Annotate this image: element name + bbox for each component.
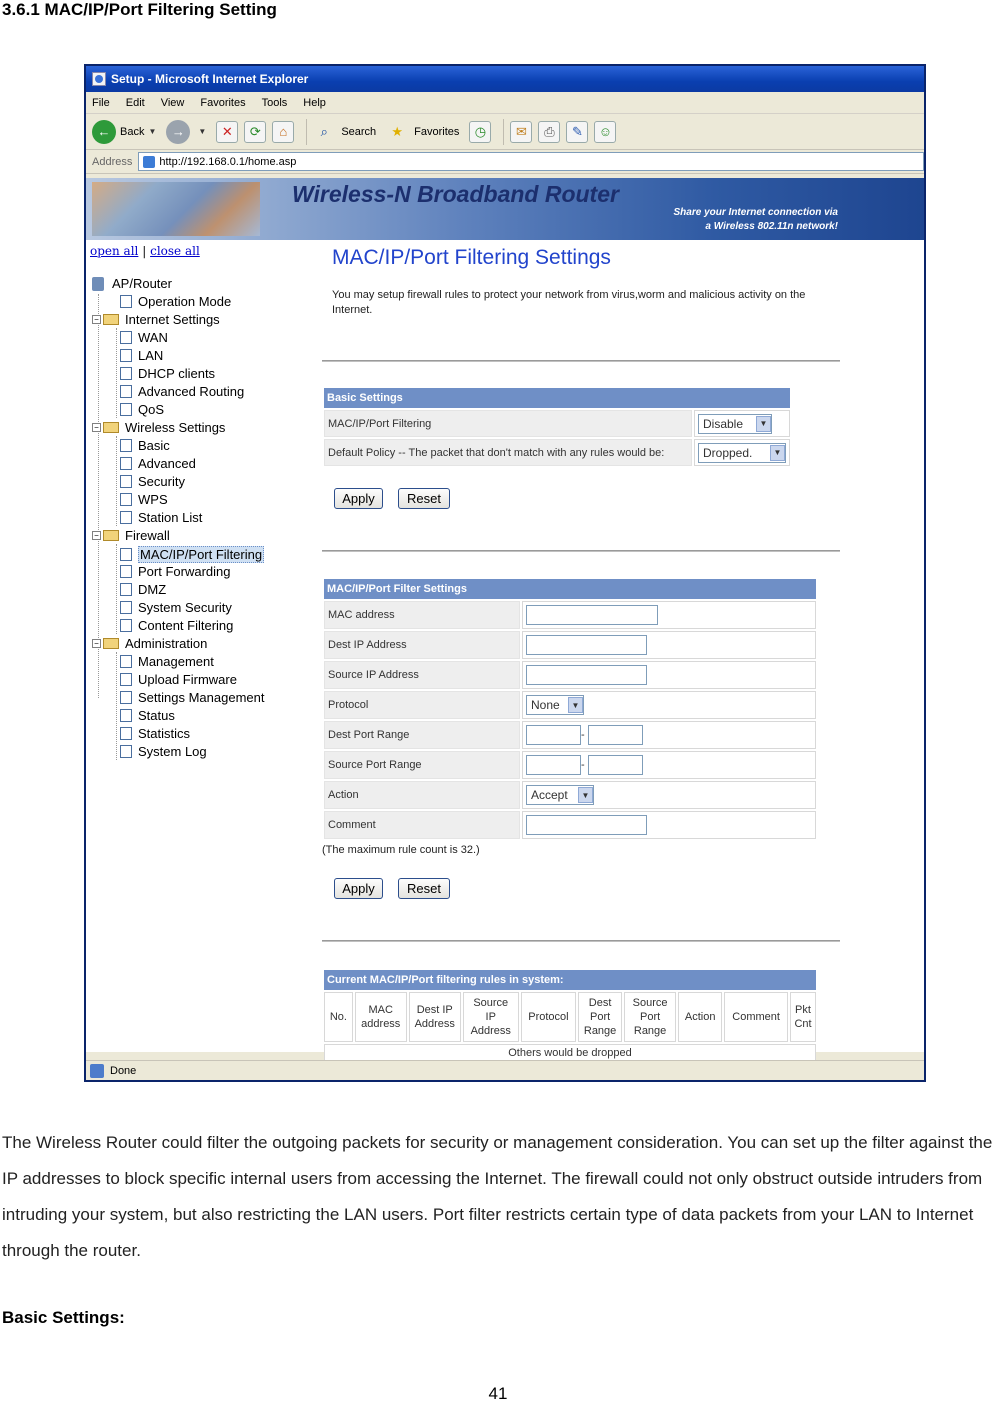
- address-url: http://192.168.0.1/home.asp: [159, 155, 297, 168]
- page-icon: [120, 565, 132, 578]
- chevron-down-icon: ▼: [578, 787, 593, 803]
- edit-icon[interactable]: ✎: [566, 121, 588, 143]
- page-content: [86, 178, 924, 1059]
- filtering-select-value: Disable: [703, 416, 744, 431]
- rules-table: [322, 968, 818, 1064]
- tree-item-upload-firmware[interactable]: [120, 672, 237, 687]
- tree-item-label: Internet Settings: [125, 312, 220, 327]
- toolbar: [86, 114, 924, 150]
- page-icon: [120, 457, 132, 470]
- divider: [322, 360, 840, 362]
- tree-item-label: System Security: [138, 600, 232, 615]
- collapse-icon[interactable]: −: [92, 639, 101, 648]
- tree-item-settings-management[interactable]: [120, 690, 264, 705]
- mail-icon[interactable]: ✉: [510, 121, 532, 143]
- search-icon: ⌕: [320, 123, 328, 139]
- address-label: Address: [92, 155, 133, 168]
- mac-cell: [522, 601, 816, 629]
- tree-item-station-list[interactable]: [120, 510, 202, 525]
- page-icon: [120, 745, 132, 758]
- banner-tagline: [674, 206, 838, 234]
- src-port-to-input[interactable]: [588, 755, 643, 775]
- tree-controls-separator: |: [142, 244, 147, 258]
- page-icon: [120, 367, 132, 380]
- tree-folder-administration[interactable]: [92, 636, 207, 651]
- tree-item-label: Management: [138, 654, 214, 669]
- rules-col-dest-ip: Dest IP Address: [409, 992, 461, 1042]
- dest-port-label: Dest Port Range: [324, 721, 520, 749]
- src-ip-input[interactable]: [526, 665, 647, 685]
- dest-port-cell: [522, 721, 816, 749]
- section-heading: Basic Settings:: [2, 1308, 125, 1327]
- tree-item-label: DMZ: [138, 582, 167, 597]
- filter-settings-table: [322, 577, 818, 841]
- favorites-button[interactable]: [386, 121, 459, 143]
- tree-item-label: WAN: [138, 330, 168, 345]
- basic-settings-table: [322, 386, 792, 468]
- tree-guide-line: [116, 652, 117, 760]
- src-port-from-input[interactable]: [526, 755, 581, 775]
- rules-col-src-port: Source Port Range: [624, 992, 676, 1042]
- page-number: 41: [488, 1384, 508, 1403]
- ie-app-icon: [92, 72, 106, 86]
- tree-item-label-selected: MAC/IP/Port Filtering: [140, 547, 263, 562]
- favorites-label: Favorites: [414, 125, 460, 138]
- range-dash: -: [581, 758, 585, 771]
- page-icon: [120, 709, 132, 722]
- rules-footer: Others would be dropped: [324, 1044, 816, 1062]
- tree-guide-line: [116, 544, 117, 634]
- tree-guide-line: [116, 328, 117, 418]
- navigation-tree: [90, 240, 316, 1052]
- apply-button[interactable]: Apply: [334, 488, 383, 509]
- back-arrow-icon: ←: [92, 120, 116, 144]
- page-icon: [120, 493, 132, 506]
- menu-edit[interactable]: Edit: [125, 96, 145, 109]
- apply-button[interactable]: Apply: [334, 878, 383, 899]
- menu-file[interactable]: File: [92, 96, 110, 109]
- folder-icon: [103, 530, 119, 541]
- tree-item-label: Administration: [125, 636, 208, 651]
- stop-icon[interactable]: ✕: [216, 121, 238, 143]
- toolbar-separator: [306, 119, 307, 145]
- rules-col-src-ip: Source IP Address: [463, 992, 519, 1042]
- action-select[interactable]: [526, 785, 594, 805]
- tree-item-qos[interactable]: [120, 402, 164, 417]
- banner-photo: [92, 182, 260, 236]
- folder-icon: [103, 314, 119, 325]
- reset-button[interactable]: Reset: [398, 878, 450, 899]
- tree-item-mac-ip-port-filtering[interactable]: [120, 546, 264, 563]
- router-banner: [86, 178, 924, 240]
- router-icon: [92, 277, 104, 291]
- protocol-cell: [522, 691, 816, 719]
- tree-item-management[interactable]: [120, 654, 214, 669]
- divider: [322, 550, 840, 552]
- window-title: Setup - Microsoft Internet Explorer: [111, 72, 309, 86]
- page-icon: [120, 583, 132, 596]
- filtering-select[interactable]: [698, 414, 772, 434]
- action-select-value: Accept: [531, 788, 568, 802]
- chevron-down-icon: ▼: [756, 416, 771, 432]
- home-icon[interactable]: ⌂: [272, 121, 294, 143]
- protocol-label: Protocol: [324, 691, 520, 719]
- folder-icon: [103, 638, 119, 649]
- back-button[interactable]: [92, 120, 156, 144]
- search-label: Search: [341, 125, 377, 138]
- banner-tagline-line-2: a Wireless 802.11n network!: [705, 221, 838, 232]
- rules-header: Current MAC/IP/Port filtering rules in system:: [324, 970, 816, 990]
- tree-item-label: Settings Management: [138, 690, 265, 705]
- reset-button[interactable]: Reset: [398, 488, 450, 509]
- page-icon: [120, 403, 132, 416]
- page-icon: [120, 331, 132, 344]
- rules-col-no: No.: [324, 992, 353, 1042]
- rules-col-comment: Comment: [724, 992, 788, 1042]
- tree-item-label: Wireless Settings: [125, 420, 226, 435]
- tree-item-label: Status: [138, 708, 175, 723]
- folder-icon: [103, 422, 119, 433]
- history-icon[interactable]: ◷: [469, 121, 491, 143]
- forward-button[interactable]: [166, 120, 206, 144]
- rules-col-protocol: Protocol: [521, 992, 576, 1042]
- refresh-icon[interactable]: ⟳: [244, 121, 266, 143]
- document-heading: 3.6.1 MAC/IP/Port Filtering Setting: [2, 0, 277, 19]
- tree-root[interactable]: [92, 276, 172, 291]
- comment-cell: [522, 811, 816, 839]
- protocol-select[interactable]: [526, 695, 584, 715]
- status-bar: [86, 1060, 924, 1080]
- rules-col-mac: MAC address: [355, 992, 407, 1042]
- tree-controls: [90, 244, 200, 258]
- back-dropdown-icon[interactable]: ▼: [148, 127, 157, 136]
- page-icon: [120, 511, 132, 524]
- tree-item-status[interactable]: [120, 708, 175, 723]
- tree-guide-line: [116, 436, 117, 526]
- tree-folder-wireless-settings[interactable]: [92, 420, 225, 435]
- policy-select[interactable]: [698, 443, 786, 463]
- tree-folder-internet-settings[interactable]: [92, 312, 220, 327]
- tree-item-label: Advanced: [138, 456, 196, 471]
- comment-label: Comment: [324, 811, 520, 839]
- policy-label: Default Policy -- The packet that don't match with any rules would be:: [324, 439, 692, 466]
- banner-tagline-line-1: Share your Internet connection via: [673, 207, 838, 218]
- print-icon[interactable]: ⎙: [538, 121, 560, 143]
- tree-item-advanced-routing[interactable]: [120, 384, 244, 399]
- forward-dropdown-icon[interactable]: ▼: [198, 127, 207, 136]
- page-icon: [120, 349, 132, 362]
- tree-item-label: WPS: [138, 492, 168, 507]
- policy-cell: [694, 439, 790, 466]
- rules-col-dest-port: Dest Port Range: [578, 992, 622, 1042]
- range-dash: -: [581, 728, 585, 741]
- tree-item-label: System Log: [138, 744, 207, 759]
- forward-arrow-icon: →: [166, 120, 190, 144]
- filter-settings-header: MAC/IP/Port Filter Settings: [324, 579, 816, 599]
- tree-item-basic[interactable]: [120, 438, 170, 453]
- src-port-cell: [522, 751, 816, 779]
- mac-label: MAC address: [324, 601, 520, 629]
- page-icon: [120, 655, 132, 668]
- dest-port-from-input[interactable]: [526, 725, 581, 745]
- action-label: Action: [324, 781, 520, 809]
- tree-item-label: Firewall: [125, 528, 170, 543]
- tree-item-label: Security: [138, 474, 185, 489]
- search-button[interactable]: [313, 121, 376, 143]
- tree-item-dhcp-clients[interactable]: [120, 366, 215, 381]
- tree-root-label: AP/Router: [112, 276, 172, 291]
- banner-title: Wireless-N Broadband Router: [292, 181, 619, 207]
- tree-item-statistics[interactable]: [120, 726, 190, 741]
- tree-item-system-log[interactable]: [120, 744, 207, 759]
- collapse-icon[interactable]: −: [92, 531, 101, 540]
- chevron-down-icon: ▼: [568, 697, 583, 713]
- toolbar-separator: [503, 119, 504, 145]
- tree-item-label: Content Filtering: [138, 618, 234, 633]
- collapse-icon[interactable]: −: [92, 315, 101, 324]
- browser-window: [84, 64, 926, 1082]
- favorites-star-icon: ★: [391, 123, 403, 139]
- dest-ip-input[interactable]: [526, 635, 647, 655]
- page-icon: [120, 691, 132, 704]
- page-title: MAC/IP/Port Filtering Settings: [332, 246, 611, 269]
- tree-item-operation-mode[interactable]: [120, 294, 231, 309]
- tree-item-label: Upload Firmware: [138, 672, 237, 687]
- protocol-select-value: None: [531, 698, 560, 712]
- dest-ip-label: Dest IP Address: [324, 631, 520, 659]
- page-icon: [120, 475, 132, 488]
- menu-favorites[interactable]: Favorites: [200, 96, 246, 109]
- comment-input[interactable]: [526, 815, 647, 835]
- tree-item-label: LAN: [138, 348, 164, 363]
- page-icon: [120, 619, 132, 632]
- basic-settings-header: Basic Settings: [324, 388, 790, 408]
- page-intro: You may setup firewall rules to protect your network from virus,worm and malicious activity on the Internet.: [332, 289, 806, 316]
- tree-item-label: Basic: [138, 438, 170, 453]
- page-done-icon: [90, 1064, 104, 1078]
- page-icon: [120, 673, 132, 686]
- action-cell: [522, 781, 816, 809]
- page-icon: [143, 156, 155, 168]
- menu-view[interactable]: View: [160, 96, 185, 109]
- page-icon: [120, 439, 132, 452]
- filtering-cell: [694, 410, 790, 437]
- filtering-label: MAC/IP/Port Filtering: [324, 410, 692, 437]
- tree-item-label: Station List: [138, 510, 203, 525]
- dest-ip-cell: [522, 631, 816, 659]
- rules-col-pkt-cnt: Pkt Cnt: [790, 992, 816, 1042]
- page-icon: [120, 385, 132, 398]
- tree-item-label: Advanced Routing: [138, 384, 245, 399]
- tree-item-label: DHCP clients: [138, 366, 216, 381]
- address-bar: [86, 150, 924, 174]
- src-ip-cell: [522, 661, 816, 689]
- tree-item-dmz[interactable]: [120, 582, 166, 597]
- title-bar: [86, 66, 924, 92]
- address-input[interactable]: [138, 152, 924, 171]
- status-text: Done: [110, 1064, 137, 1077]
- page-icon: [120, 295, 132, 308]
- tree-item-content-filtering[interactable]: [120, 618, 233, 633]
- menu-help[interactable]: Help: [303, 96, 326, 109]
- src-ip-label: Source IP Address: [324, 661, 520, 689]
- src-port-label: Source Port Range: [324, 751, 520, 779]
- mac-input[interactable]: [526, 605, 658, 625]
- collapse-icon[interactable]: −: [92, 423, 101, 432]
- tree-item-port-forwarding[interactable]: [120, 564, 230, 579]
- tree-item-security[interactable]: [120, 474, 185, 489]
- page-icon: [120, 727, 132, 740]
- close-all-link[interactable]: close all: [150, 244, 200, 258]
- divider: [322, 940, 840, 942]
- body-paragraph: The Wireless Router could filter the outgoing packets for security or management consideration. You can set up the filter against the IP addresses to block specific internal users from accessing the Internet. The firewall could not only obstruct outside intruders from intruding your system, but also restricting the LAN users. Port filter restricts certain type of data packets from your LAN to Internet through the router.: [2, 1133, 993, 1260]
- tree-item-label: Operation Mode: [138, 294, 232, 309]
- max-rule-note: (The maximum rule count is 32.): [322, 844, 480, 856]
- menu-tools[interactable]: Tools: [261, 96, 288, 109]
- messenger-icon[interactable]: ☺: [594, 121, 616, 143]
- page-icon: [120, 601, 132, 614]
- rules-col-action: Action: [678, 992, 722, 1042]
- page-icon: [120, 548, 132, 561]
- tree-folder-firewall[interactable]: [92, 528, 170, 543]
- tree-item-wan[interactable]: [120, 330, 168, 345]
- dest-port-to-input[interactable]: [588, 725, 643, 745]
- back-label: Back: [120, 125, 145, 138]
- policy-select-value: Dropped.: [703, 445, 753, 460]
- chevron-down-icon: ▼: [770, 445, 785, 461]
- menu-bar: [86, 92, 924, 114]
- tree-item-system-security[interactable]: [120, 600, 232, 615]
- tree-item-lan[interactable]: [120, 348, 163, 363]
- tree-item-advanced[interactable]: [120, 456, 196, 471]
- tree-item-label: QoS: [138, 402, 165, 417]
- tree-item-label: Statistics: [138, 726, 191, 741]
- open-all-link[interactable]: open all: [90, 244, 139, 258]
- tree-item-label: Port Forwarding: [138, 564, 231, 579]
- tree-item-wps[interactable]: [120, 492, 168, 507]
